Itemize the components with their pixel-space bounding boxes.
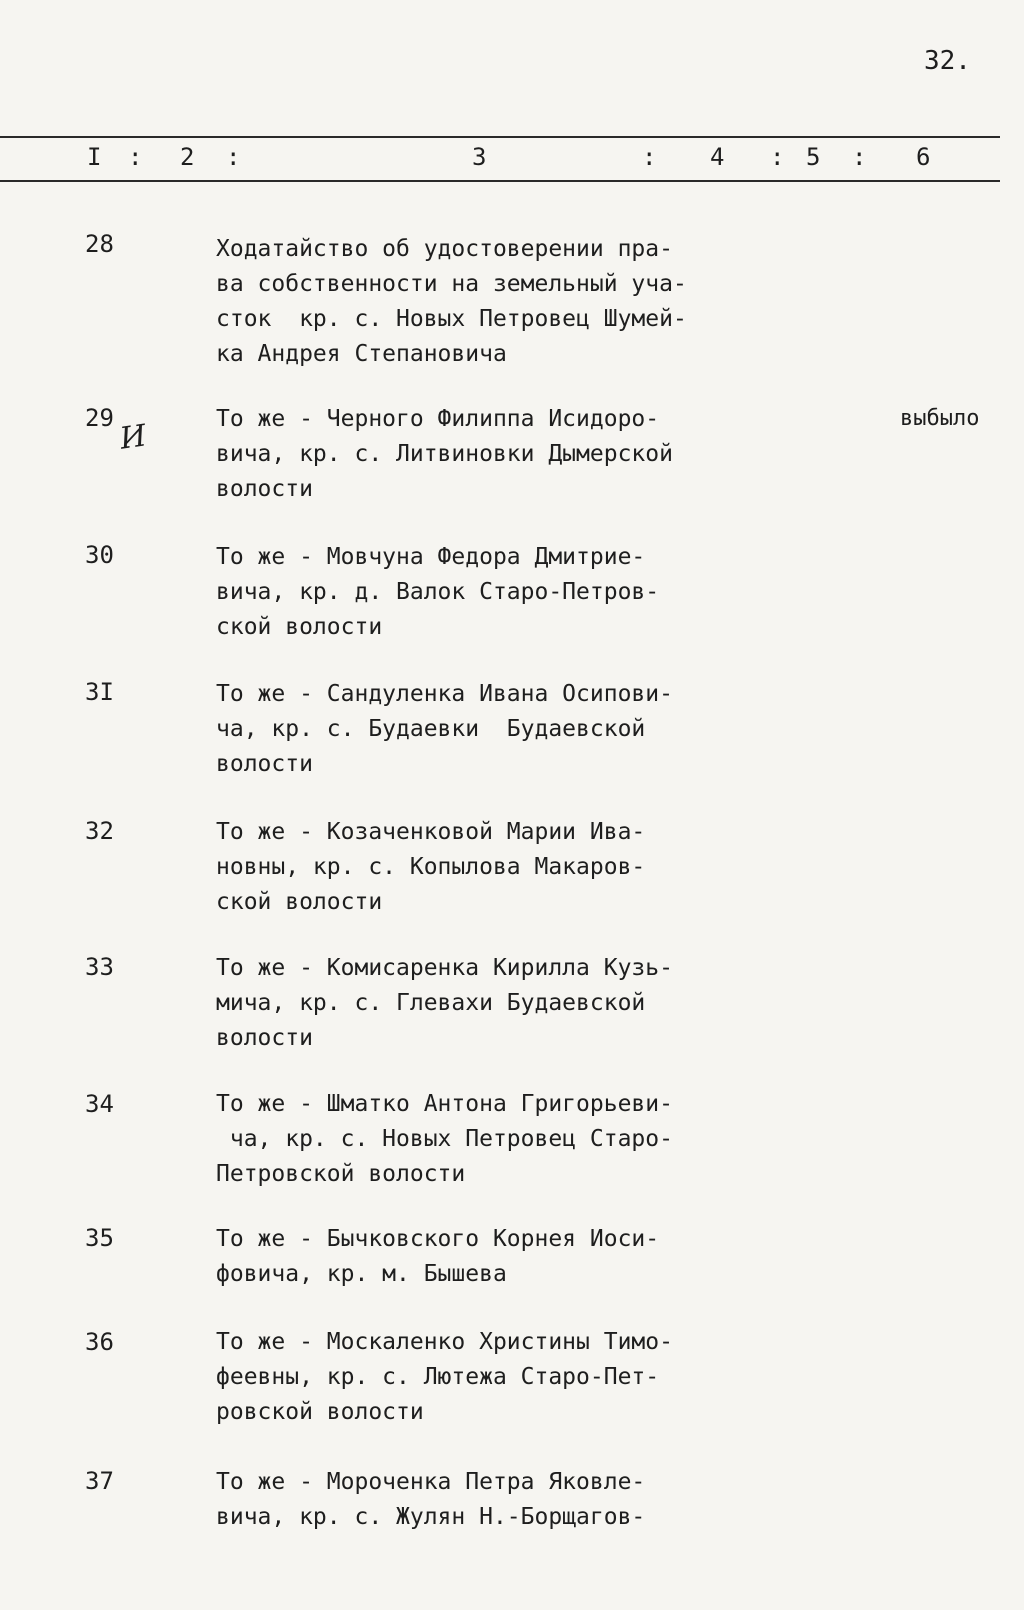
entry-number: 36	[85, 1328, 114, 1356]
entry-text: То же - Сандуленка Ивана Осипови- ча, кр. с. Будаевки Будаевской волости	[216, 681, 673, 777]
entry-note: выбыло	[900, 406, 980, 431]
column-header-4: 4	[710, 143, 725, 171]
entry-text: То же - Шматко Антона Григорьеви- ча, кр. с. Новых Петровец Старо- Петровской волости	[216, 1091, 673, 1187]
column-separator: :	[852, 143, 867, 171]
handwritten-mark: И	[117, 418, 149, 457]
entry-text: То же - Мороченка Петра Яковле- вича, кр. с. Жулян Н.-Борщагов-	[216, 1469, 646, 1530]
entry-number: 37	[85, 1467, 114, 1495]
entry-text: То же - Бычковского Корнея Иоси- фовича, кр. м. Бышева	[216, 1226, 660, 1287]
entry-number: 35	[85, 1224, 114, 1252]
entry-text: То же - Москаленко Христины Тимо- феевны, кр. с. Лютежа Старо-Пет- ровской волости	[216, 1329, 673, 1425]
entry-number: 29	[85, 404, 114, 432]
entry-number: 30	[85, 541, 114, 569]
entry-text: Ходатайство об удостоверении пра- ва собственности на земельный уча- сток кр. с. Новых Петровец Шумей- ка Андрея Степановича	[216, 236, 687, 367]
entry-number: 33	[85, 953, 114, 981]
column-separator: :	[128, 143, 143, 171]
column-header-6: 6	[916, 143, 931, 171]
entry-number: 34	[85, 1090, 114, 1118]
entry-text: То же - Козаченковой Марии Ива- новны, кр. с. Копылова Макаров- ской волости	[216, 819, 646, 915]
column-separator: :	[226, 143, 241, 171]
header-bottom-rule	[0, 180, 1000, 182]
column-separator: :	[770, 143, 785, 171]
column-header-2: 2	[180, 143, 195, 171]
header-top-rule	[0, 136, 1000, 138]
entry-number: 32	[85, 817, 114, 845]
entry-number: 28	[85, 230, 114, 258]
column-header-5: 5	[806, 143, 821, 171]
entry-text: То же - Черного Филиппа Исидоро- вича, кр. с. Литвиновки Дымерской волости	[216, 406, 673, 502]
column-header-3: 3	[472, 143, 487, 171]
column-header-1: I	[87, 143, 102, 171]
column-separator: :	[642, 143, 657, 171]
entry-text: То же - Мовчуна Федора Дмитрие- вича, кр. д. Валок Старо-Петров- ской волости	[216, 544, 660, 640]
page-number: 32.	[924, 46, 971, 76]
entry-number: 3I	[85, 678, 114, 706]
entry-text: То же - Комисаренка Кирилла Кузь- мича, кр. с. Глевахи Будаевской волости	[216, 955, 673, 1051]
